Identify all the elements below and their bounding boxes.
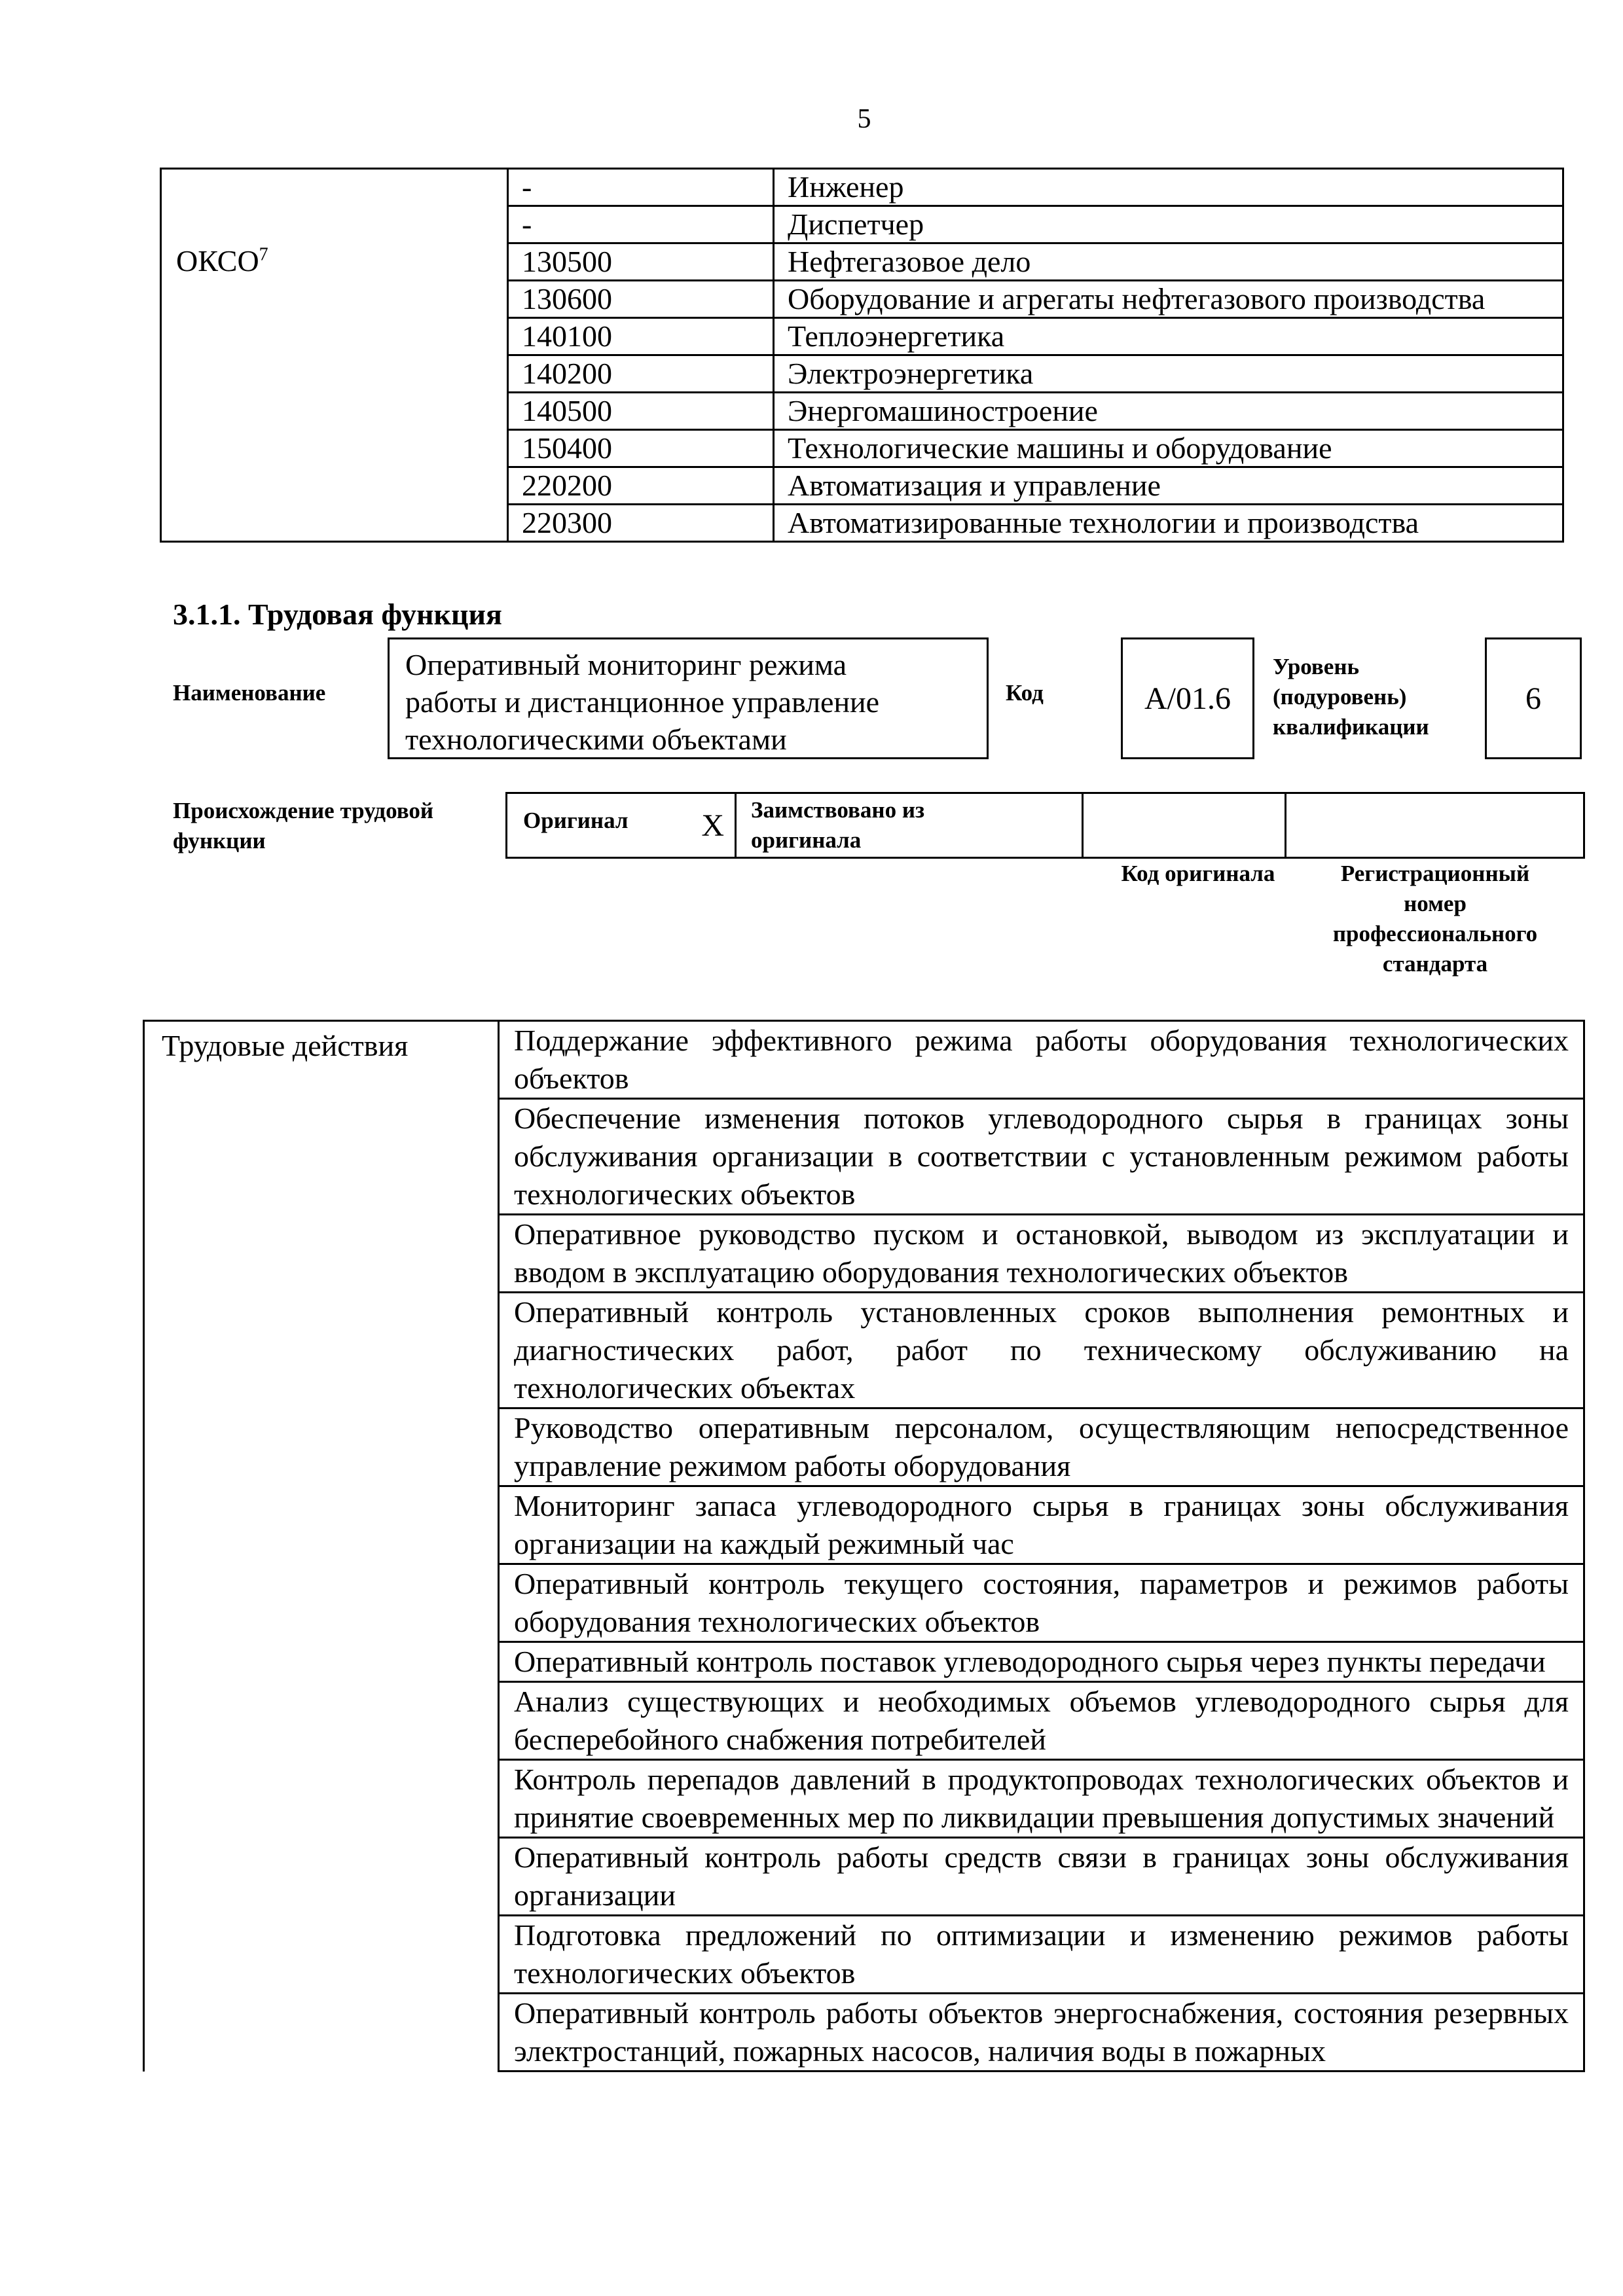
labor-action-item: Анализ существующих и необходимых объемов углеводородного сырья для бесперебойного снабжения потребителей [499, 1682, 1584, 1760]
labor-actions-label: Трудовые действия [144, 1021, 499, 2072]
okso-name: Технологические машины и оборудование [774, 430, 1563, 467]
function-name-line: Оперативный мониторинг режима [405, 648, 847, 681]
okso-label-cell [161, 169, 508, 243]
footnote-marker: 7 [259, 244, 268, 265]
original-label: Оригинал [523, 807, 629, 833]
function-name-box [388, 637, 989, 759]
qualification-level-label [1273, 652, 1429, 742]
okso-code: 140500 [508, 393, 774, 430]
okso-name: Теплоэнергетика [774, 318, 1563, 355]
code-original-caption: Код оригинала [1121, 861, 1275, 886]
okso-code: 140100 [508, 318, 774, 355]
level-label-line: Уровень [1273, 654, 1360, 679]
level-label-line: (подуровень) [1273, 684, 1407, 709]
borrowed-cell [736, 793, 1083, 858]
table-row [144, 1021, 1584, 1099]
code-label: Код [1006, 680, 1044, 706]
reg-caption-line: профессионального [1332, 921, 1538, 946]
okso-code: 130500 [508, 243, 774, 281]
origin-label-line: Происхождение трудовой [173, 798, 434, 823]
original-mark: X [701, 808, 724, 843]
origin-label [173, 796, 433, 856]
reg-caption-line: Регистрационный [1340, 861, 1530, 886]
qualification-level-box [1485, 637, 1582, 759]
qualification-level-value: 6 [1525, 681, 1541, 716]
function-name-line: работы и дистанционное управление [405, 685, 880, 719]
labor-action-item: Оперативный контроль работы средств связи в границах зоны обслуживания организации [499, 1838, 1584, 1916]
labor-action-item: Оперативное руководство пуском и остановкой, выводом из эксплуатации и вводом в эксплуатацию оборудования технологических объектов [499, 1215, 1584, 1293]
reg-number-cell [1286, 793, 1584, 858]
origin-table [505, 792, 1585, 859]
okso-code: - [508, 206, 774, 243]
code-original-cell [1083, 793, 1286, 858]
labor-action-item: Мониторинг запаса углеводородного сырья в границах зоны обслуживания организации на каждый режимный час [499, 1486, 1584, 1564]
okso-label-text: ОКСО [176, 243, 259, 278]
labor-action-item: Обеспечение изменения потоков углеводородного сырья в границах зоны обслуживания организации в соответствии с установленным режимом работы технологических объектов [499, 1099, 1584, 1215]
name-label: Наименование [173, 680, 326, 706]
okso-row [161, 169, 1563, 206]
code-value: A/01.6 [1144, 681, 1231, 716]
okso-label [161, 243, 508, 542]
okso-table [160, 168, 1564, 543]
okso-name: Автоматизированные технологии и производства [774, 505, 1563, 542]
function-name-line: технологическими объектами [405, 723, 787, 756]
borrowed-label-line: оригинала [751, 827, 862, 853]
section-title: 3.1.1. Трудовая функция [173, 598, 502, 631]
labor-action-item: Оперативный контроль текущего состояния, параметров и режимов работы оборудования технологических объектов [499, 1564, 1584, 1642]
labor-action-item: Контроль перепадов давлений в продуктопроводах технологических объектов и принятие своевременных мер по ликвидации превышения допустимых значений [499, 1760, 1584, 1838]
okso-code: 130600 [508, 281, 774, 318]
reg-caption-line: стандарта [1382, 951, 1488, 977]
okso-code: 220200 [508, 467, 774, 505]
okso-row [161, 243, 1563, 281]
okso-name: Энергомашиностроение [774, 393, 1563, 430]
original-cell [507, 793, 736, 858]
labor-action-item: Подготовка предложений по оптимизации и изменению режимов работы технологических объектов [499, 1916, 1584, 1994]
level-label-line: квалификации [1273, 714, 1429, 740]
okso-name: Автоматизация и управление [774, 467, 1563, 505]
labor-action-item: Поддержание эффективного режима работы оборудования технологических объектов [499, 1021, 1584, 1099]
reg-number-caption [1304, 859, 1566, 979]
page-number: 5 [857, 104, 871, 134]
okso-name: Инженер [774, 169, 1563, 206]
labor-action-item: Руководство оперативным персоналом, осуществляющим непосредственное управление режимом работы оборудования [499, 1408, 1584, 1486]
okso-code: 150400 [508, 430, 774, 467]
okso-code: - [508, 169, 774, 206]
okso-name: Диспетчер [774, 206, 1563, 243]
reg-caption-line: номер [1404, 891, 1467, 916]
okso-name: Электроэнергетика [774, 355, 1563, 393]
labor-action-item: Оперативный контроль поставок углеводородного сырья через пункты передачи [499, 1642, 1584, 1682]
labor-action-item: Оперативный контроль работы объектов энергоснабжения, состояния резервных электростанций, пожарных насосов, наличия воды в пожарных [499, 1994, 1584, 2072]
code-value-box [1121, 637, 1254, 759]
labor-action-item: Оперативный контроль установленных сроков выполнения ремонтных и диагностических работ, работ по техническому обслуживанию на технологических объектах [499, 1293, 1584, 1408]
labor-actions-table [143, 1020, 1585, 2072]
okso-code: 220300 [508, 505, 774, 542]
okso-name: Нефтегазовое дело [774, 243, 1563, 281]
origin-label-line: функции [173, 828, 266, 853]
okso-name: Оборудование и агрегаты нефтегазового производства [774, 281, 1563, 318]
borrowed-label-line: Заимствовано из [751, 797, 925, 823]
okso-code: 140200 [508, 355, 774, 393]
